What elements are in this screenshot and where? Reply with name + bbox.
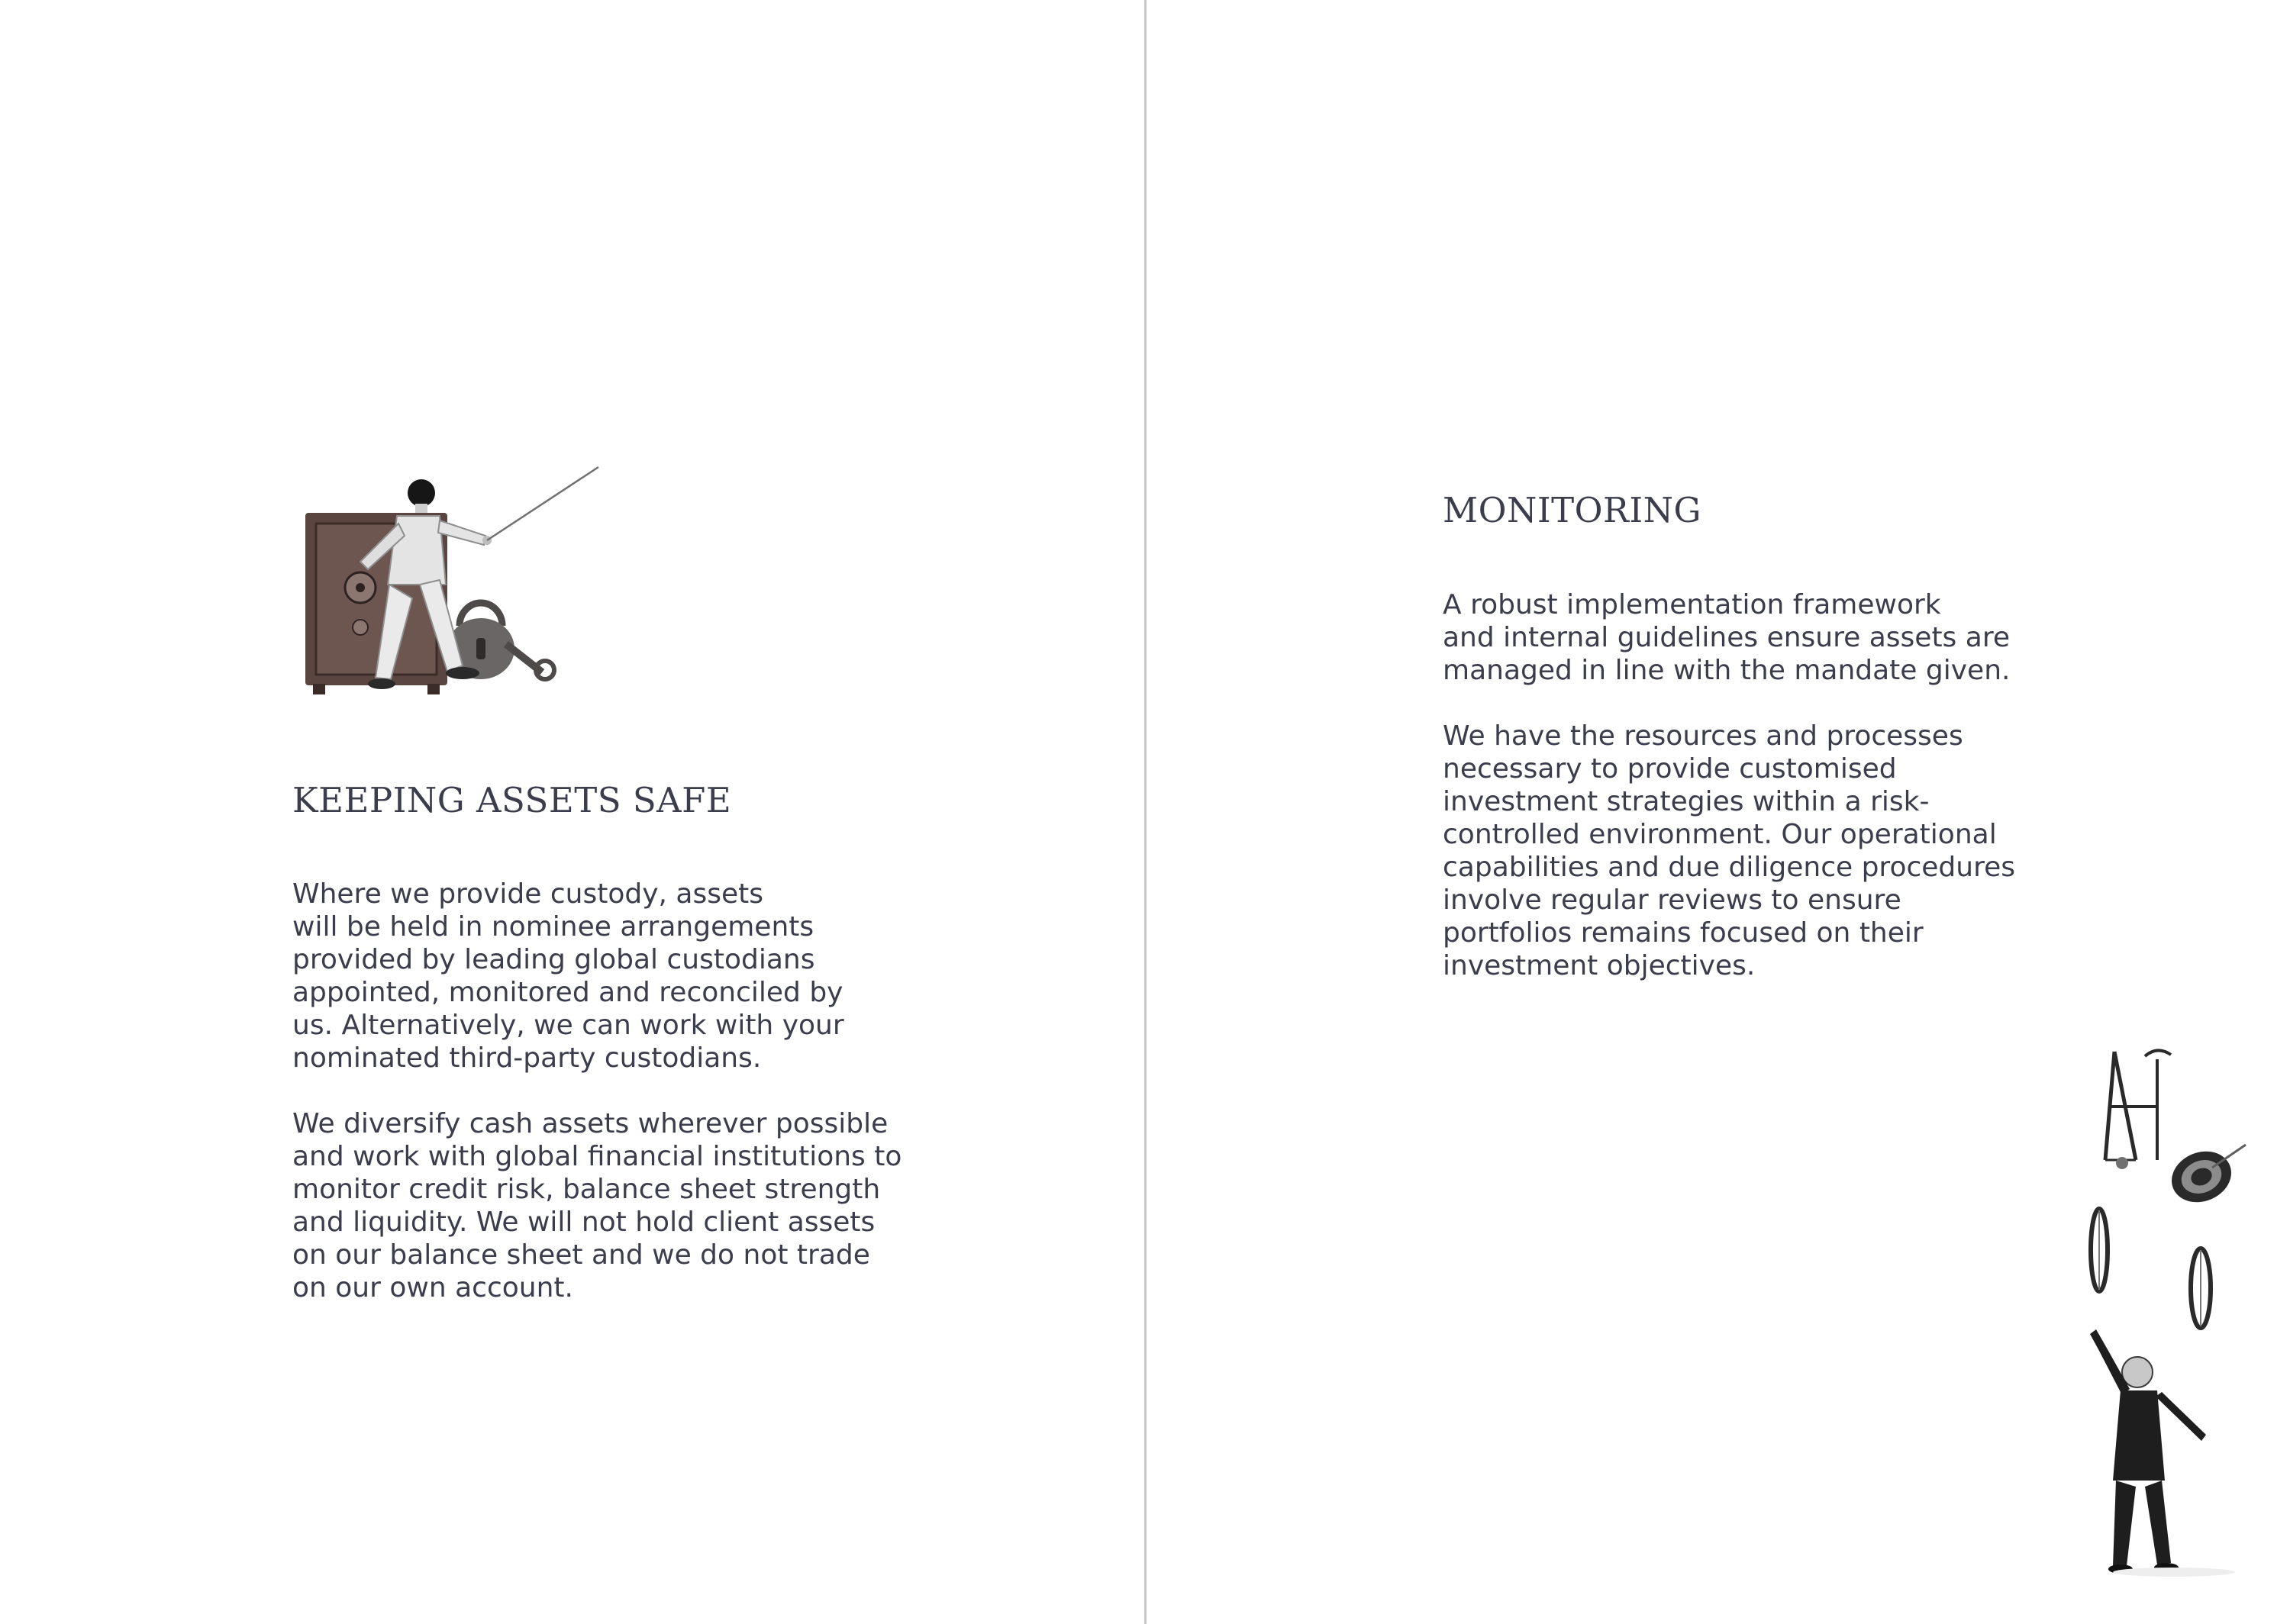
paragraph: We diversify cash assets wherever possible and work with global financial institutions to monitor credit risk, balance sheet strength and liquidity. We will not hold client assets on our balance sheet and we do not trade on our own account. bbox=[292, 1108, 902, 1303]
page-heading: KEEPING ASSETS SAFE bbox=[292, 780, 732, 820]
page-gutter-divider bbox=[1144, 0, 1147, 1624]
paragraph: We have the resources and processes necessary to provide customised investment strategies within a risk- controlled environment. Our operational capabilities and due diligence procedures involve regular reviews to ensure portfolios remains focused on their investment objectives. bbox=[1443, 720, 2015, 981]
body-text bbox=[292, 878, 964, 1304]
fencer-safe-padlock-illustration bbox=[290, 466, 611, 710]
page-heading: MONITORING bbox=[1443, 490, 1702, 530]
juggler-bicycle-illustration bbox=[2082, 1046, 2266, 1580]
right-page bbox=[1147, 0, 2290, 1624]
paragraph: Where we provide custody, assets will be held in nominee arrangements provided by leading global custodians appointed, monitored and reconciled by us. Alternatively, we can work with your nominated third-party custodians. bbox=[292, 878, 844, 1074]
left-page bbox=[0, 0, 1144, 1624]
paragraph: A robust implementation framework and internal guidelines ensure assets are managed in line with the mandate given. bbox=[1443, 589, 2011, 686]
body-text bbox=[1443, 588, 2114, 982]
